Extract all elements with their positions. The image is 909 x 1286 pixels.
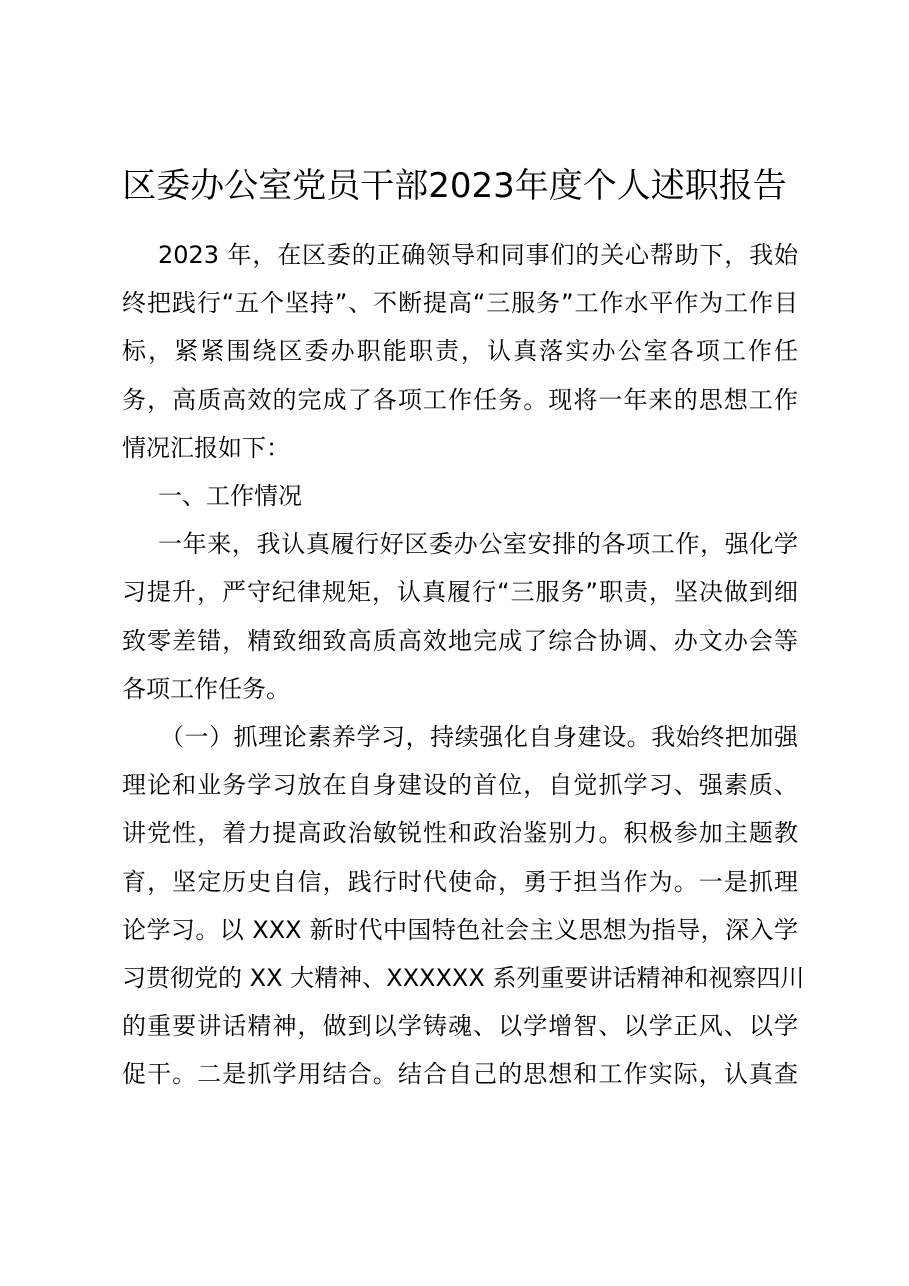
text-line: 育，坚定历史自信，践行时代使命，勇于担当作为。一是抓理 [122,867,798,896]
section-heading [122,472,798,520]
text-line: 习贯彻党的 XX 大精神、XXXXXX 系列重要讲话精神和视察四川 [122,964,805,993]
text-line: 一年来，我认真履行好区委办公室安排的各项工作，强化学 [158,530,798,559]
text-line: 致零差错，精致细致高质高效地完成了综合协调、办文办会等 [122,626,798,655]
text-line: 习提升，严守纪律规矩，认真履行“三服务”职责，坚决做到细 [122,578,798,607]
text-line: 终把践行“五个坚持”、不断提高“三服务”工作水平作为工作目 [122,289,798,318]
paragraph-theory-study [122,713,805,1099]
text-line: 标，紧紧围绕区委办职能职责，认真落实办公室各项工作任 [122,337,798,366]
text-line: 务，高质高效的完成了各项工作任务。现将一年来的思想工作 [122,385,798,414]
text-line: 情况汇报如下： [122,433,290,462]
text-line: 讲党性，着力提高政治敏锐性和政治鉴别力。积极参加主题教 [122,819,798,848]
text-line: 各项工作任务。 [122,674,290,703]
text-line: 的重要讲话精神，做到以学铸魂、以学增智、以学正风、以学 [122,1012,798,1041]
text-line: （一）抓理论素养学习，持续强化自身建设。我始终把加强 [160,723,798,752]
text-line: 2023 年，在区委的正确领导和同事们的关心帮助下，我始 [158,241,798,269]
text-line: 促干。二是抓学用结合。结合自己的思想和工作实际，认真查 [122,1060,798,1089]
paragraph-intro [122,231,798,472]
text-line: 论学习。以 XXX 新时代中国特色社会主义思想为指导，深入学 [122,915,798,944]
document-title: 区委办公室党员干部2023年度个人述职报告 [122,166,787,206]
section-heading-text: 一、工作情况 [158,482,302,511]
document-body [122,231,805,1099]
text-line: 理论和业务学习放在自身建设的首位，自觉抓学习、强素质、 [122,771,798,800]
paragraph-overview [122,520,798,713]
